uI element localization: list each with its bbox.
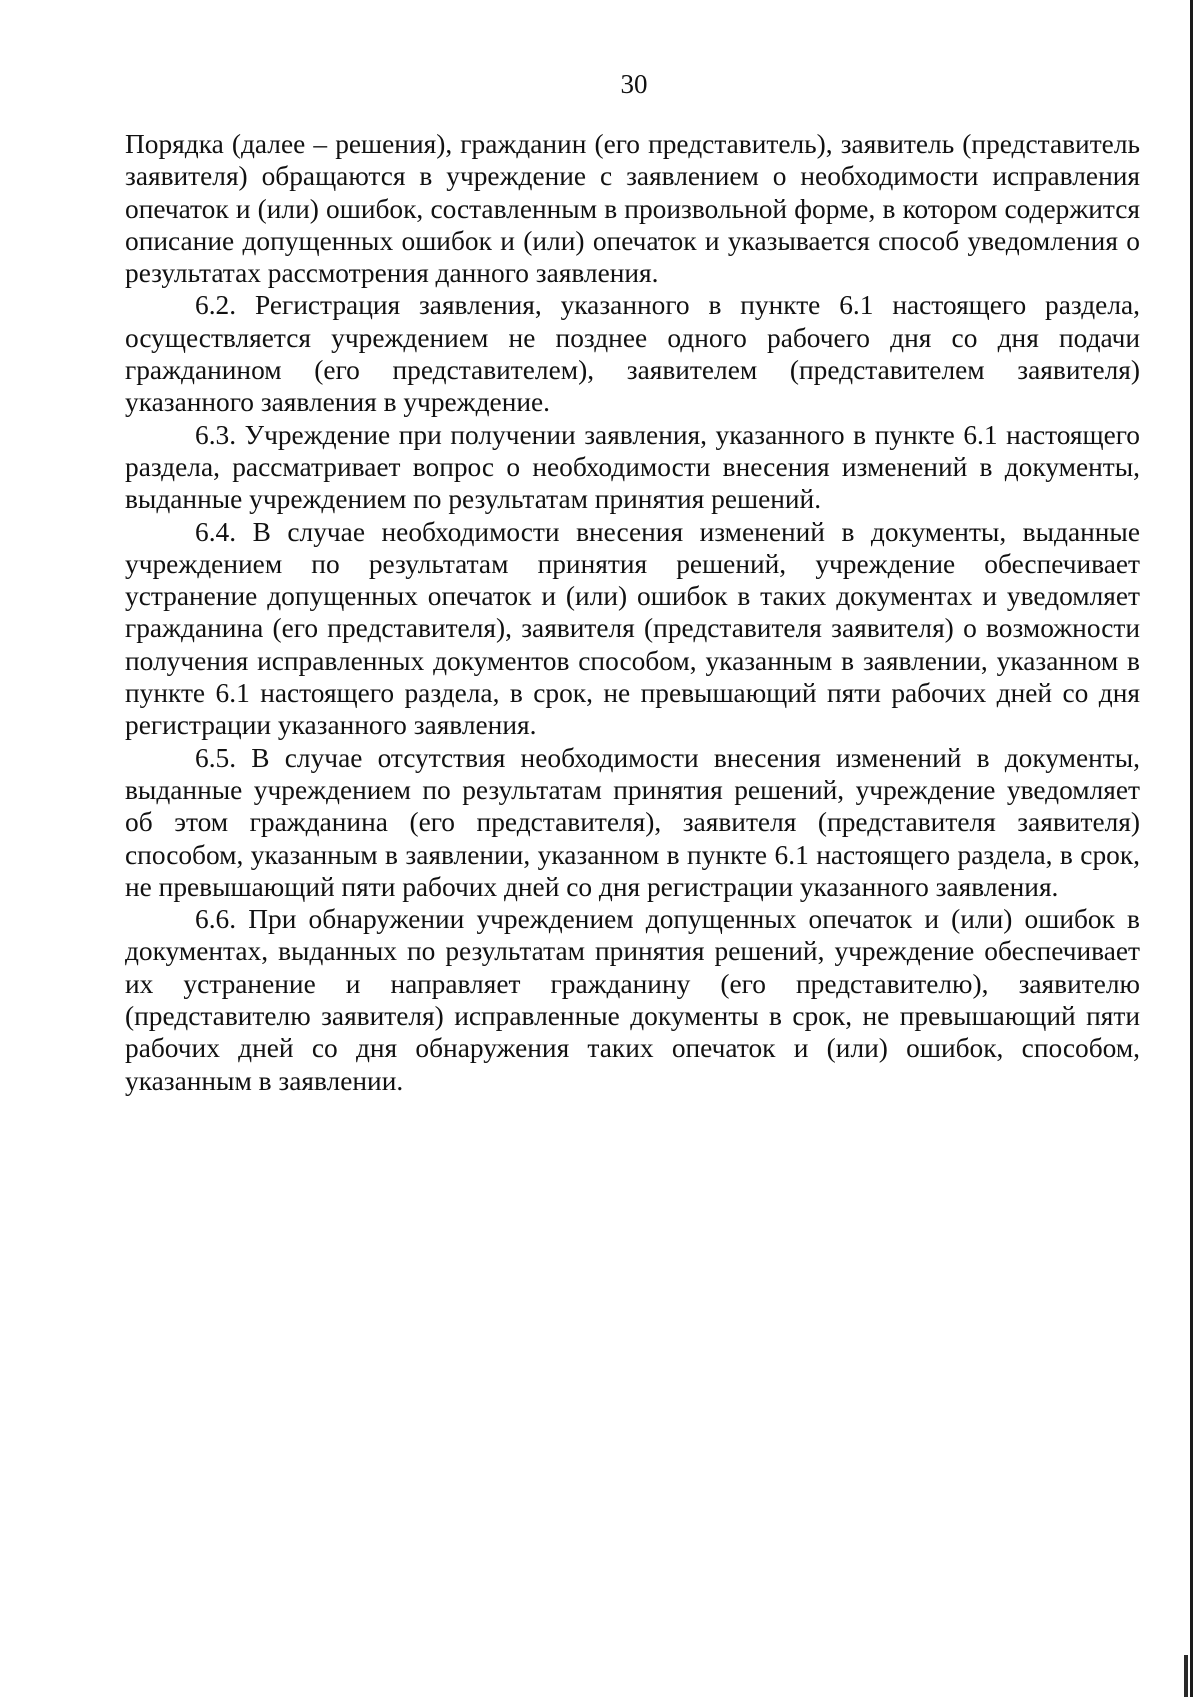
document-body [125,128,1140,1097]
paragraph-6-3: 6.3. Учреждение при получении заявления, указанного в пункте 6.1 настоящего раздела, рассматривает вопрос о необходимости внесения изменений в документы, выданные учреждением по результатам принятия решений. [125,419,1140,515]
paragraph-6-2: 6.2. Регистрация заявления, указанного в пункте 6.1 настоящего раздела, осуществляется учреждением не позднее одного рабочего дня со дня подачи гражданином (его представителем), заявителем (представителем заявителя) указанного заявления в учреждение. [125,290,1140,418]
page-number: 30 [620,69,648,99]
paragraph-6-6: 6.6. При обнаружении учреждением допущенных опечаток и (или) ошибок в документах, выданных по результатам принятия решений, учреждение обеспечивает их устранение и направляет гражданину (его представителю), заявителю (представителю заявителя) исправленные документы в срок, не превышающий пяти рабочих дней со дня обнаружения таких опечаток и (или) ошибок, способом, указанным в заявлении. [125,904,1140,1096]
scan-edge-line [1190,0,1193,1697]
scan-edge-mark [1184,1655,1188,1697]
paragraph-continuation: Порядка (далее – решения), гражданин (его представитель), заявитель (представитель заявителя) обращаются в учреждение с заявлением о необходимости исправления опечаток и (или) ошибок, составленным в произвольной форме, в котором содержится описание допущенных ошибок и (или) опечаток и указывается способ уведомления о результатах рассмотрения данного заявления. [125,129,1140,289]
paragraph-6-5: 6.5. В случае отсутствия необходимости внесения изменений в документы, выданные учреждением по результатам принятия решений, учреждение уведомляет об этом гражданина (его представителя), заявителя (представителя заявителя) способом, указанным в заявлении, указанном в пункте 6.1 настоящего раздела, в срок, не превышающий пяти рабочих дней со дня регистрации указанного заявления. [125,742,1140,902]
paragraph-6-4: 6.4. В случае необходимости внесения изменений в документы, выданные учреждением по результатам принятия решений, учреждение обеспечивает устранение допущенных опечаток и (или) ошибок в таких документах и уведомляет гражданина (его представителя), заявителя (представителя заявителя) о возможности получения исправленных документов способом, указанным в заявлении, указанном в пункте 6.1 настоящего раздела, в срок, не превышающий пяти рабочих дней со дня регистрации указанного заявления. [125,516,1140,741]
